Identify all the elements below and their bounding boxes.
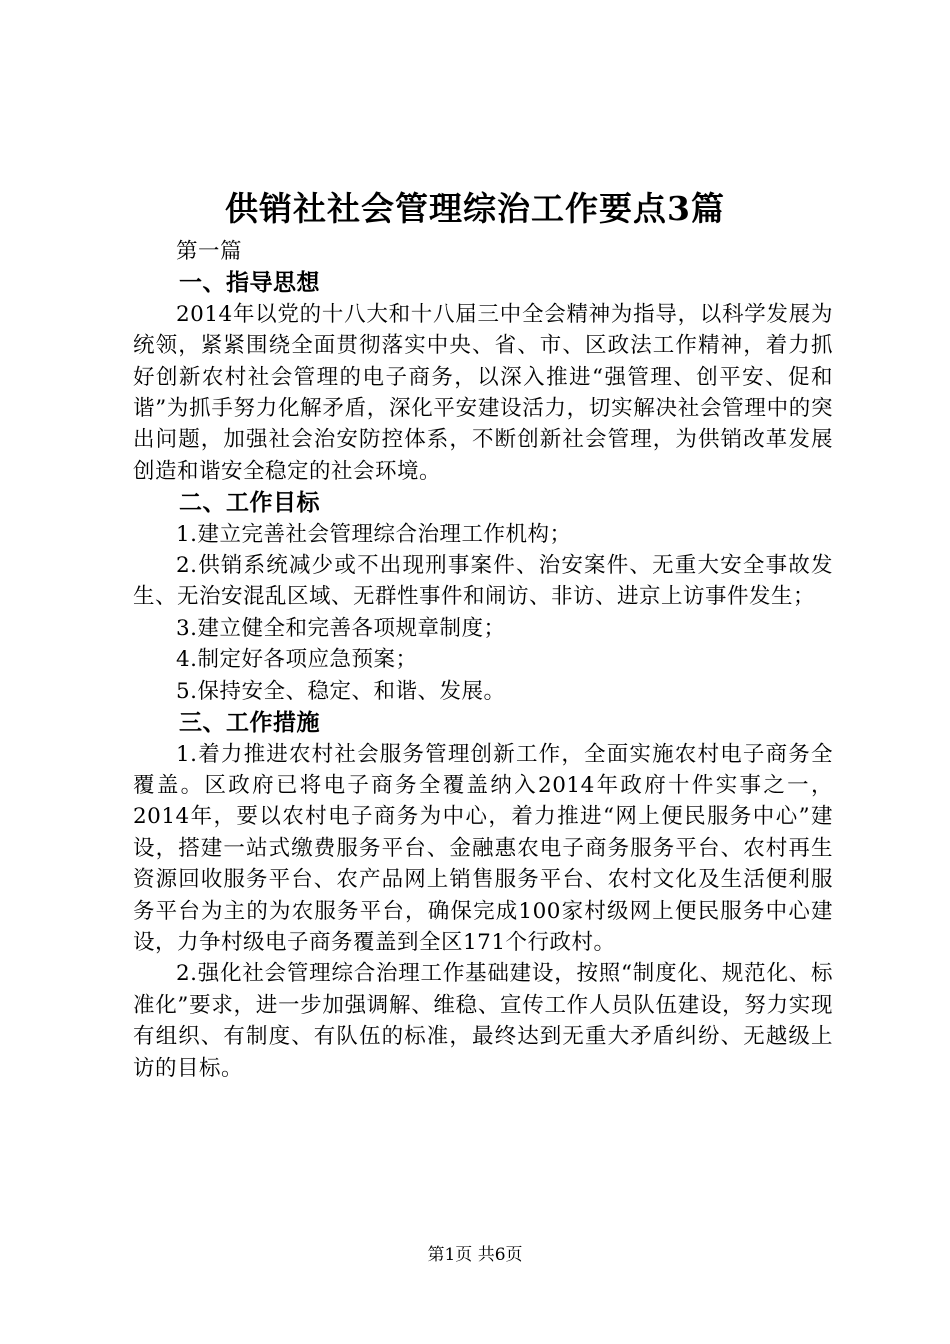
goal-item-3: 3.建立健全和完善各项规章制度； <box>176 615 506 641</box>
document-title: 供销社社会管理综治工作要点3篇 <box>225 189 725 228</box>
goal-item-2: 2.供销系统减少或不出现刑事案件、治安案件、无重大安全事故发生、无治安混乱区域、无群性事件和闹访、非访、进京上访事件发生； <box>133 553 833 610</box>
goal-item-1: 1.建立完善社会管理综合治理工作机构； <box>176 521 572 547</box>
document-body <box>133 236 833 1084</box>
goal-item-5: 5.保持安全、稳定、和谐、发展。 <box>176 678 506 704</box>
goal-item-4: 4.制定好各项应急预案； <box>176 647 418 673</box>
page-footer: 第1页 共6页 <box>427 1245 523 1265</box>
measure-item-2: 2.强化社会管理综合治理工作基础建设，按照“制度化、规范化、标准化”要求，进一步加强调解、维稳、宣传工作人员队伍建设，努力实现有组织、有制度、有队伍的标准，最终达到无重大矛盾纠纷、无越级上访的目标。 <box>133 961 833 1081</box>
measure-item-1: 1.着力推进农村社会服务管理创新工作，全面实施农村电子商务全覆盖。区政府已将电子商务全覆盖纳入2014年政府十件实事之一，2014年，要以农村电子商务为中心，着力推进“网上便民服务中心”建设，搭建一站式缴费服务平台、金融惠农电子商务服务平台、农村再生资源回收服务平台、农产品网上销售服务平台、农村文化及生活便利服务平台为主的为农服务平台，确保完成100家村级网上便民服务中心建设，力争村级电子商务覆盖到全区171个行政村。 <box>133 741 833 955</box>
heading-work-measures: 三、工作措施 <box>179 709 320 737</box>
section-label: 第一篇 <box>176 239 243 264</box>
paragraph-guiding-thought: 2014年以党的十八大和十八届三中全会精神为指导，以科学发展为统领，紧紧围绕全面贯彻落实中央、省、市、区政法工作精神，着力抓好创新农村社会管理的电子商务，以深入推进“强管理、创平安、促和谐”为抓手努力化解矛盾，深化平安建设活力，切实解决社会管理中的突出问题，加强社会治安防控体系，不断创新社会管理，为供销改革发展创造和谐安全稳定的社会环境。 <box>133 301 833 484</box>
heading-work-goals: 二、工作目标 <box>179 489 320 517</box>
heading-guiding-thought: 一、指导思想 <box>179 269 320 297</box>
